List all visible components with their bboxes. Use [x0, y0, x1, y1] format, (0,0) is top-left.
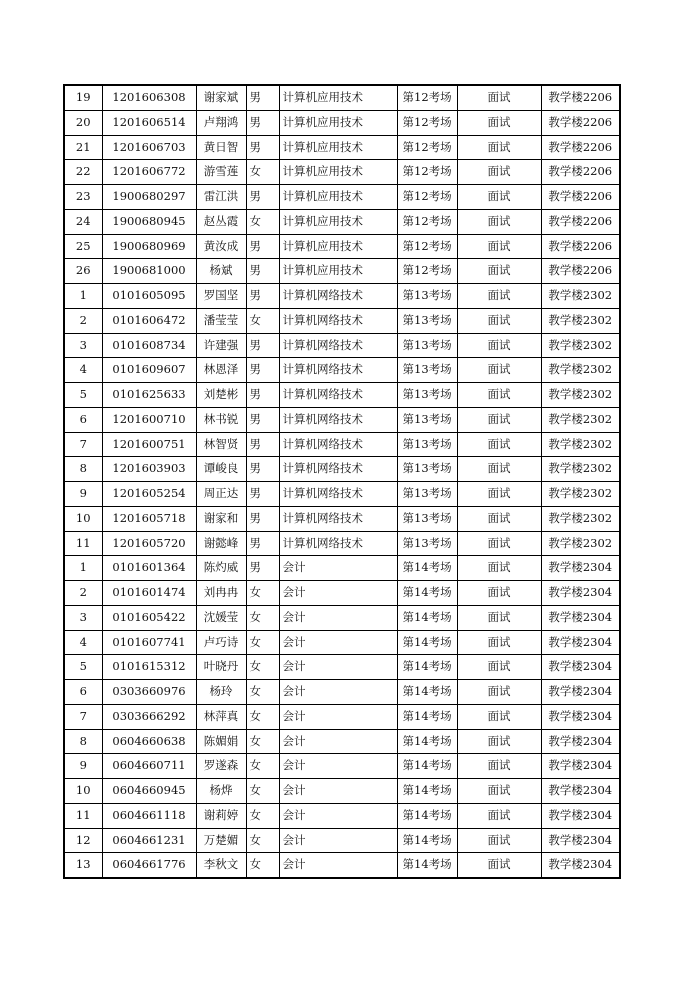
seq-number-cell: 3 [64, 333, 102, 358]
major-cell: 计算机网络技术 [279, 308, 397, 333]
candidate-name-cell: 谢家和 [196, 506, 246, 531]
gender-cell: 女 [246, 581, 279, 606]
candidate-id-cell: 1201605254 [102, 482, 196, 507]
gender-cell: 男 [246, 407, 279, 432]
gender-cell: 女 [246, 754, 279, 779]
room-cell: 教学楼2302 [541, 506, 620, 531]
exam-type-cell: 面试 [457, 506, 541, 531]
table-row [64, 581, 620, 606]
table-row [64, 110, 620, 135]
candidate-id-cell: 0303660976 [102, 680, 196, 705]
seq-number-cell: 10 [64, 779, 102, 804]
candidate-id-cell: 1201605720 [102, 531, 196, 556]
exam-type-cell: 面试 [457, 704, 541, 729]
exam-hall-cell: 第13考场 [397, 333, 457, 358]
exam-type-cell: 面试 [457, 185, 541, 210]
exam-hall-cell: 第13考场 [397, 531, 457, 556]
major-cell: 计算机网络技术 [279, 383, 397, 408]
seq-number-cell: 10 [64, 506, 102, 531]
room-cell: 教学楼2302 [541, 531, 620, 556]
candidate-id-cell: 0101606472 [102, 308, 196, 333]
major-cell: 会计 [279, 754, 397, 779]
candidate-name-cell: 黄日智 [196, 135, 246, 160]
candidate-id-cell: 1201605718 [102, 506, 196, 531]
candidate-name-cell: 雷江洪 [196, 185, 246, 210]
exam-type-cell: 面试 [457, 308, 541, 333]
exam-hall-cell: 第14考场 [397, 754, 457, 779]
seq-number-cell: 13 [64, 853, 102, 878]
table-row [64, 828, 620, 853]
seq-number-cell: 20 [64, 110, 102, 135]
major-cell: 计算机网络技术 [279, 457, 397, 482]
table-row [64, 383, 620, 408]
major-cell: 计算机网络技术 [279, 284, 397, 309]
major-cell: 会计 [279, 779, 397, 804]
exam-hall-cell: 第14考场 [397, 729, 457, 754]
candidate-name-cell: 杨烨 [196, 779, 246, 804]
gender-cell: 女 [246, 655, 279, 680]
gender-cell: 男 [246, 85, 279, 110]
gender-cell: 女 [246, 853, 279, 878]
room-cell: 教学楼2304 [541, 630, 620, 655]
seq-number-cell: 24 [64, 209, 102, 234]
room-cell: 教学楼2304 [541, 605, 620, 630]
exam-hall-cell: 第13考场 [397, 432, 457, 457]
room-cell: 教学楼2206 [541, 160, 620, 185]
exam-type-cell: 面试 [457, 160, 541, 185]
gender-cell: 女 [246, 630, 279, 655]
candidate-id-cell: 1900681000 [102, 259, 196, 284]
room-cell: 教学楼2302 [541, 333, 620, 358]
room-cell: 教学楼2302 [541, 308, 620, 333]
exam-type-cell: 面试 [457, 605, 541, 630]
candidate-name-cell: 谢家斌 [196, 85, 246, 110]
candidate-id-cell: 0101607741 [102, 630, 196, 655]
table-row [64, 754, 620, 779]
major-cell: 会计 [279, 655, 397, 680]
table-row [64, 680, 620, 705]
candidate-name-cell: 刘楚彬 [196, 383, 246, 408]
candidate-name-cell: 沈媛莹 [196, 605, 246, 630]
exam-hall-cell: 第12考场 [397, 110, 457, 135]
major-cell: 计算机应用技术 [279, 209, 397, 234]
exam-hall-cell: 第14考场 [397, 853, 457, 878]
gender-cell: 男 [246, 531, 279, 556]
major-cell: 会计 [279, 605, 397, 630]
room-cell: 教学楼2206 [541, 209, 620, 234]
table-row [64, 779, 620, 804]
exam-hall-cell: 第14考场 [397, 828, 457, 853]
candidate-name-cell: 林智贤 [196, 432, 246, 457]
room-cell: 教学楼2304 [541, 828, 620, 853]
exam-hall-cell: 第14考场 [397, 704, 457, 729]
gender-cell: 男 [246, 135, 279, 160]
room-cell: 教学楼2304 [541, 581, 620, 606]
table-row [64, 655, 620, 680]
exam-type-cell: 面试 [457, 655, 541, 680]
room-cell: 教学楼2206 [541, 135, 620, 160]
gender-cell: 女 [246, 704, 279, 729]
candidate-id-cell: 0101608734 [102, 333, 196, 358]
candidate-id-cell: 0101601474 [102, 581, 196, 606]
seq-number-cell: 9 [64, 754, 102, 779]
candidate-id-cell: 0101605095 [102, 284, 196, 309]
seq-number-cell: 9 [64, 482, 102, 507]
exam-type-cell: 面试 [457, 581, 541, 606]
room-cell: 教学楼2206 [541, 259, 620, 284]
seq-number-cell: 2 [64, 581, 102, 606]
table-row [64, 506, 620, 531]
major-cell: 计算机应用技术 [279, 160, 397, 185]
major-cell: 会计 [279, 581, 397, 606]
seq-number-cell: 2 [64, 308, 102, 333]
exam-hall-cell: 第13考场 [397, 506, 457, 531]
exam-type-cell: 面试 [457, 680, 541, 705]
seq-number-cell: 7 [64, 432, 102, 457]
exam-hall-cell: 第12考场 [397, 160, 457, 185]
major-cell: 计算机网络技术 [279, 482, 397, 507]
room-cell: 教学楼2206 [541, 234, 620, 259]
exam-hall-cell: 第12考场 [397, 234, 457, 259]
major-cell: 计算机应用技术 [279, 234, 397, 259]
major-cell: 计算机网络技术 [279, 407, 397, 432]
gender-cell: 女 [246, 680, 279, 705]
major-cell: 会计 [279, 704, 397, 729]
exam-type-cell: 面试 [457, 457, 541, 482]
gender-cell: 女 [246, 605, 279, 630]
exam-type-cell: 面试 [457, 333, 541, 358]
gender-cell: 男 [246, 482, 279, 507]
major-cell: 计算机应用技术 [279, 110, 397, 135]
table-row [64, 407, 620, 432]
table-row [64, 209, 620, 234]
gender-cell: 女 [246, 828, 279, 853]
table-row [64, 482, 620, 507]
seq-number-cell: 1 [64, 556, 102, 581]
seq-number-cell: 5 [64, 383, 102, 408]
room-cell: 教学楼2302 [541, 383, 620, 408]
gender-cell: 男 [246, 284, 279, 309]
candidate-id-cell: 0101609607 [102, 358, 196, 383]
table-row [64, 284, 620, 309]
major-cell: 会计 [279, 803, 397, 828]
table-row [64, 457, 620, 482]
exam-type-cell: 面试 [457, 779, 541, 804]
major-cell: 计算机网络技术 [279, 333, 397, 358]
major-cell: 计算机应用技术 [279, 185, 397, 210]
major-cell: 会计 [279, 853, 397, 878]
room-cell: 教学楼2304 [541, 729, 620, 754]
room-cell: 教学楼2302 [541, 457, 620, 482]
gender-cell: 男 [246, 110, 279, 135]
candidate-id-cell: 0604661118 [102, 803, 196, 828]
room-cell: 教学楼2304 [541, 803, 620, 828]
major-cell: 会计 [279, 828, 397, 853]
room-cell: 教学楼2302 [541, 284, 620, 309]
exam-roster-table [63, 84, 621, 879]
gender-cell: 男 [246, 259, 279, 284]
exam-hall-cell: 第14考场 [397, 803, 457, 828]
gender-cell: 男 [246, 185, 279, 210]
table-row [64, 333, 620, 358]
candidate-name-cell: 林恩泽 [196, 358, 246, 383]
candidate-id-cell: 0604660945 [102, 779, 196, 804]
candidate-id-cell: 0101625633 [102, 383, 196, 408]
gender-cell: 女 [246, 729, 279, 754]
table-row [64, 630, 620, 655]
table-row [64, 308, 620, 333]
seq-number-cell: 21 [64, 135, 102, 160]
exam-hall-cell: 第13考场 [397, 308, 457, 333]
room-cell: 教学楼2206 [541, 185, 620, 210]
table-row [64, 853, 620, 878]
candidate-name-cell: 罗国坚 [196, 284, 246, 309]
exam-hall-cell: 第13考场 [397, 482, 457, 507]
exam-type-cell: 面试 [457, 407, 541, 432]
candidate-id-cell: 1900680969 [102, 234, 196, 259]
exam-hall-cell: 第12考场 [397, 209, 457, 234]
gender-cell: 女 [246, 803, 279, 828]
major-cell: 计算机网络技术 [279, 358, 397, 383]
candidate-name-cell: 杨玲 [196, 680, 246, 705]
candidate-id-cell: 0604660638 [102, 729, 196, 754]
seq-number-cell: 23 [64, 185, 102, 210]
candidate-id-cell: 1201600751 [102, 432, 196, 457]
exam-type-cell: 面试 [457, 110, 541, 135]
room-cell: 教学楼2302 [541, 482, 620, 507]
exam-type-cell: 面试 [457, 432, 541, 457]
candidate-id-cell: 0101605422 [102, 605, 196, 630]
candidate-name-cell: 林萍真 [196, 704, 246, 729]
gender-cell: 女 [246, 209, 279, 234]
exam-hall-cell: 第14考场 [397, 655, 457, 680]
room-cell: 教学楼2206 [541, 110, 620, 135]
candidate-name-cell: 李秋文 [196, 853, 246, 878]
candidate-name-cell: 叶晓丹 [196, 655, 246, 680]
seq-number-cell: 26 [64, 259, 102, 284]
candidate-name-cell: 刘冉冉 [196, 581, 246, 606]
room-cell: 教学楼2302 [541, 407, 620, 432]
room-cell: 教学楼2304 [541, 853, 620, 878]
candidate-name-cell: 赵丛霞 [196, 209, 246, 234]
exam-type-cell: 面试 [457, 209, 541, 234]
seq-number-cell: 8 [64, 457, 102, 482]
seq-number-cell: 22 [64, 160, 102, 185]
exam-type-cell: 面试 [457, 729, 541, 754]
exam-hall-cell: 第13考场 [397, 383, 457, 408]
gender-cell: 男 [246, 333, 279, 358]
exam-hall-cell: 第12考场 [397, 85, 457, 110]
room-cell: 教学楼2206 [541, 85, 620, 110]
candidate-id-cell: 0604661231 [102, 828, 196, 853]
room-cell: 教学楼2304 [541, 556, 620, 581]
gender-cell: 女 [246, 779, 279, 804]
exam-hall-cell: 第13考场 [397, 457, 457, 482]
gender-cell: 女 [246, 308, 279, 333]
candidate-name-cell: 谢莉婷 [196, 803, 246, 828]
candidate-name-cell: 黄汝成 [196, 234, 246, 259]
exam-hall-cell: 第14考场 [397, 605, 457, 630]
table-row [64, 135, 620, 160]
table-row [64, 803, 620, 828]
exam-hall-cell: 第14考场 [397, 630, 457, 655]
table-row [64, 234, 620, 259]
major-cell: 计算机网络技术 [279, 531, 397, 556]
major-cell: 会计 [279, 729, 397, 754]
candidate-name-cell: 罗遂森 [196, 754, 246, 779]
candidate-name-cell: 潘莹莹 [196, 308, 246, 333]
major-cell: 会计 [279, 680, 397, 705]
exam-type-cell: 面试 [457, 556, 541, 581]
exam-type-cell: 面试 [457, 754, 541, 779]
seq-number-cell: 3 [64, 605, 102, 630]
table-row [64, 531, 620, 556]
exam-type-cell: 面试 [457, 828, 541, 853]
candidate-name-cell: 卢巧诗 [196, 630, 246, 655]
candidate-id-cell: 1900680297 [102, 185, 196, 210]
exam-type-cell: 面试 [457, 135, 541, 160]
table-row [64, 160, 620, 185]
candidate-id-cell: 0101615312 [102, 655, 196, 680]
candidate-id-cell: 1201606703 [102, 135, 196, 160]
gender-cell: 男 [246, 556, 279, 581]
gender-cell: 男 [246, 432, 279, 457]
exam-hall-cell: 第13考场 [397, 358, 457, 383]
exam-type-cell: 面试 [457, 234, 541, 259]
exam-hall-cell: 第12考场 [397, 259, 457, 284]
seq-number-cell: 11 [64, 803, 102, 828]
table-row [64, 704, 620, 729]
exam-type-cell: 面试 [457, 358, 541, 383]
table-row [64, 259, 620, 284]
candidate-name-cell: 林书锐 [196, 407, 246, 432]
gender-cell: 男 [246, 383, 279, 408]
candidate-id-cell: 1900680945 [102, 209, 196, 234]
room-cell: 教学楼2304 [541, 655, 620, 680]
seq-number-cell: 6 [64, 407, 102, 432]
exam-hall-cell: 第14考场 [397, 556, 457, 581]
exam-hall-cell: 第14考场 [397, 581, 457, 606]
seq-number-cell: 4 [64, 630, 102, 655]
major-cell: 会计 [279, 556, 397, 581]
exam-type-cell: 面试 [457, 85, 541, 110]
candidate-name-cell: 杨斌 [196, 259, 246, 284]
exam-type-cell: 面试 [457, 531, 541, 556]
table-row [64, 185, 620, 210]
gender-cell: 男 [246, 506, 279, 531]
major-cell: 计算机网络技术 [279, 432, 397, 457]
exam-type-cell: 面试 [457, 284, 541, 309]
exam-hall-cell: 第13考场 [397, 284, 457, 309]
exam-hall-cell: 第12考场 [397, 135, 457, 160]
major-cell: 计算机网络技术 [279, 506, 397, 531]
major-cell: 计算机应用技术 [279, 85, 397, 110]
seq-number-cell: 25 [64, 234, 102, 259]
room-cell: 教学楼2304 [541, 779, 620, 804]
gender-cell: 男 [246, 457, 279, 482]
table-row [64, 605, 620, 630]
candidate-id-cell: 1201600710 [102, 407, 196, 432]
table-row [64, 358, 620, 383]
gender-cell: 男 [246, 234, 279, 259]
table-row [64, 556, 620, 581]
exam-hall-cell: 第14考场 [397, 779, 457, 804]
table-row [64, 729, 620, 754]
seq-number-cell: 1 [64, 284, 102, 309]
room-cell: 教学楼2304 [541, 754, 620, 779]
exam-type-cell: 面试 [457, 482, 541, 507]
candidate-name-cell: 卢翔鸿 [196, 110, 246, 135]
candidate-id-cell: 0303666292 [102, 704, 196, 729]
candidate-id-cell: 0604660711 [102, 754, 196, 779]
candidate-id-cell: 0101601364 [102, 556, 196, 581]
exam-type-cell: 面试 [457, 383, 541, 408]
seq-number-cell: 6 [64, 680, 102, 705]
candidate-name-cell: 谢懿峰 [196, 531, 246, 556]
candidate-name-cell: 游雪莲 [196, 160, 246, 185]
table-row [64, 85, 620, 110]
gender-cell: 女 [246, 160, 279, 185]
candidate-id-cell: 1201603903 [102, 457, 196, 482]
seq-number-cell: 11 [64, 531, 102, 556]
candidate-name-cell: 许建强 [196, 333, 246, 358]
roster-body [64, 85, 620, 878]
major-cell: 计算机应用技术 [279, 259, 397, 284]
room-cell: 教学楼2302 [541, 432, 620, 457]
room-cell: 教学楼2302 [541, 358, 620, 383]
table-row [64, 432, 620, 457]
seq-number-cell: 8 [64, 729, 102, 754]
gender-cell: 男 [246, 358, 279, 383]
candidate-name-cell: 陈灼威 [196, 556, 246, 581]
candidate-name-cell: 万楚媚 [196, 828, 246, 853]
seq-number-cell: 12 [64, 828, 102, 853]
exam-type-cell: 面试 [457, 803, 541, 828]
seq-number-cell: 19 [64, 85, 102, 110]
seq-number-cell: 7 [64, 704, 102, 729]
major-cell: 计算机应用技术 [279, 135, 397, 160]
exam-hall-cell: 第14考场 [397, 680, 457, 705]
exam-hall-cell: 第12考场 [397, 185, 457, 210]
exam-type-cell: 面试 [457, 853, 541, 878]
candidate-name-cell: 陈媚娟 [196, 729, 246, 754]
candidate-id-cell: 1201606514 [102, 110, 196, 135]
candidate-id-cell: 1201606308 [102, 85, 196, 110]
room-cell: 教学楼2304 [541, 680, 620, 705]
exam-hall-cell: 第13考场 [397, 407, 457, 432]
exam-type-cell: 面试 [457, 259, 541, 284]
exam-type-cell: 面试 [457, 630, 541, 655]
candidate-name-cell: 谭峻良 [196, 457, 246, 482]
candidate-id-cell: 1201606772 [102, 160, 196, 185]
seq-number-cell: 4 [64, 358, 102, 383]
candidate-id-cell: 0604661776 [102, 853, 196, 878]
candidate-name-cell: 周正达 [196, 482, 246, 507]
seq-number-cell: 5 [64, 655, 102, 680]
room-cell: 教学楼2304 [541, 704, 620, 729]
major-cell: 会计 [279, 630, 397, 655]
